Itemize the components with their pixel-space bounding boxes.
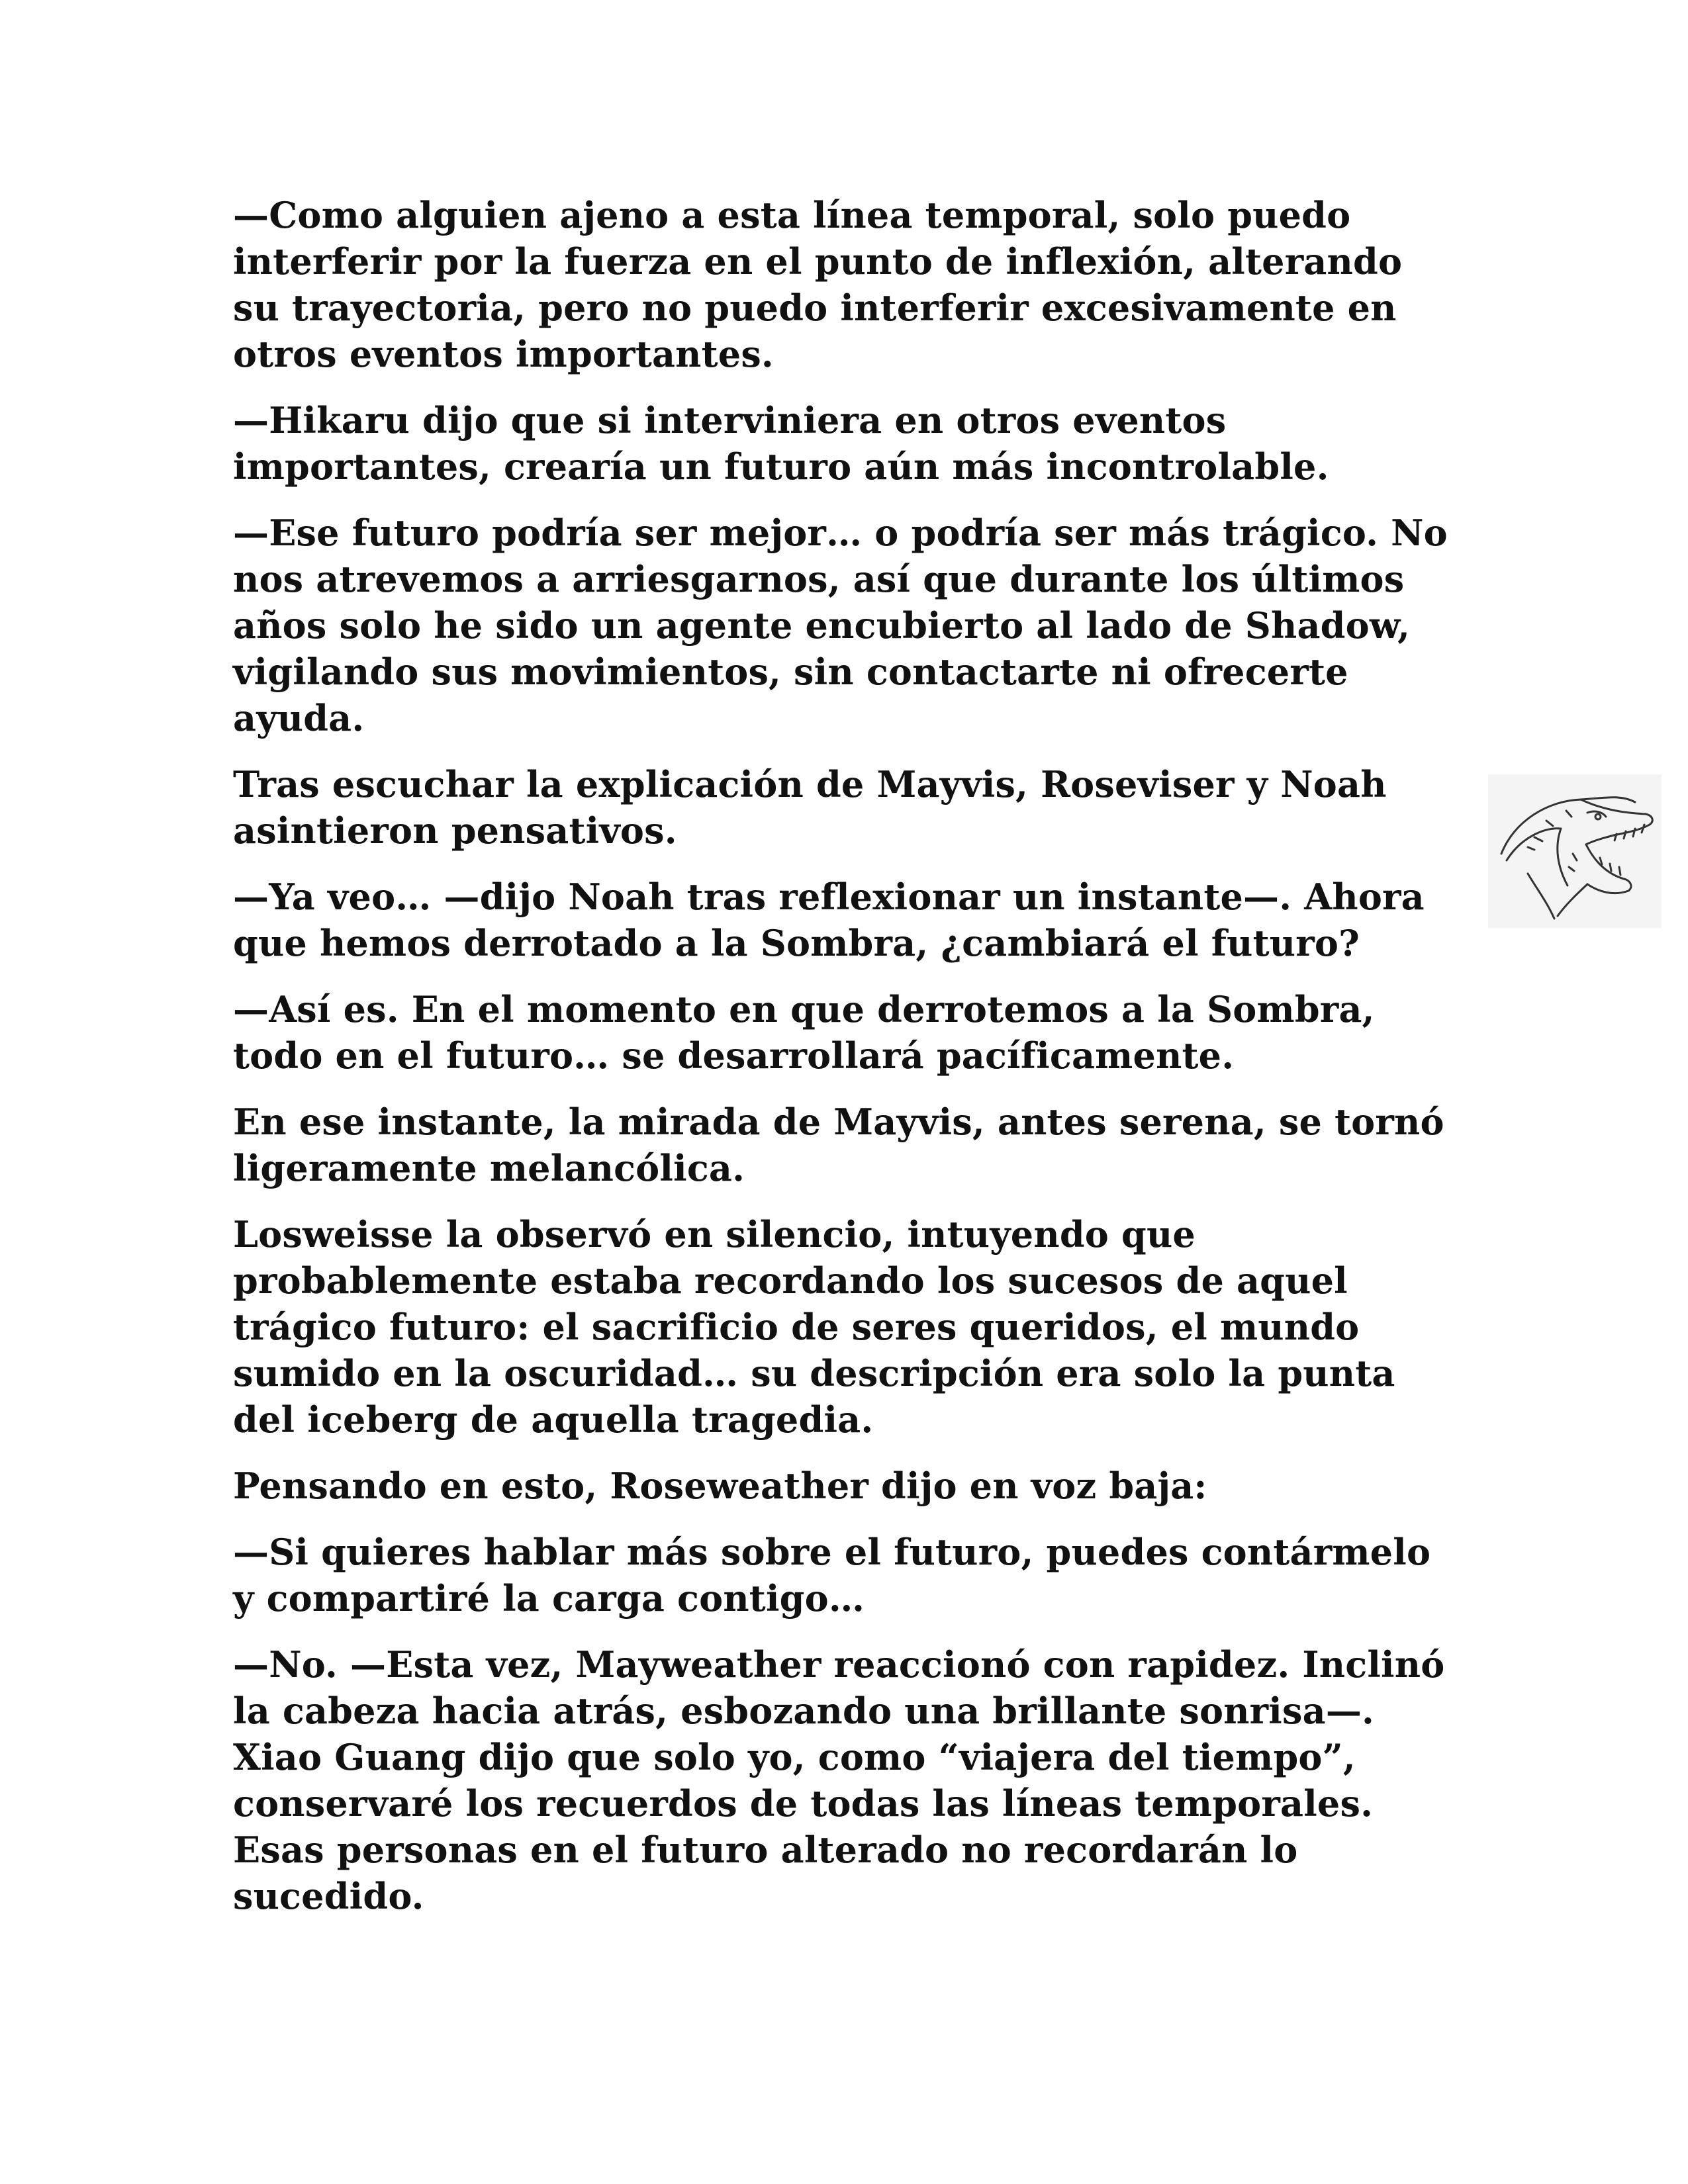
- paragraph-11: —No. —Esta vez, Mayweather reaccionó con rapidez. Inclinó la cabeza hacia atrás, esbozando una brillante sonrisa—. Xiao Guang dijo que solo yo, como “viajera del tiempo”, conservaré los recuerdos de todas las líneas temporales. Esas personas en el futuro alterado no recordarán lo sucedido.: [233, 1643, 1445, 1917]
- paragraph-5: —Ya veo… —dijo Noah tras reflexionar un instante—. Ahora que hemos derrotado a la Sombra, ¿cambiará el futuro?: [233, 876, 1425, 964]
- paragraph-3: —Ese futuro podría ser mejor… o podría ser más trágico. No nos atrevemos a arriesgarnos, así que durante los últimos años solo he sido un agente encubierto al lado de Shadow, vigilando sus movimientos, sin contactarte ni ofrecerte ayuda.: [233, 512, 1448, 739]
- paragraph-4: Tras escuchar la explicación de Mayvis, Roseviser y Noah asintieron pensativos.: [233, 763, 1387, 852]
- paragraph-8: Losweisse la observó en silencio, intuyendo que probablemente estaba recordando los sucesos de aquel trágico futuro: el sacrificio de seres queridos, el mundo sumido en la oscuridad… su descripción era solo la punta del iceberg de aquella tragedia.: [233, 1213, 1395, 1441]
- paragraph-10: —Si quieres hablar más sobre el futuro, puedes contármelo y compartiré la carga contigo…: [233, 1531, 1431, 1619]
- body-text: [233, 192, 1451, 1939]
- paragraph-6: —Así es. En el momento en que derrotemos a la Sombra, todo en el futuro… se desarrollará pacíficamente.: [233, 988, 1375, 1077]
- dinosaur-head-sketch-icon: [1488, 774, 1662, 928]
- paragraph-2: —Hikaru dijo que si interviniera en otros eventos importantes, crearía un futuro aún más incontrolable.: [233, 399, 1329, 488]
- paragraph-9: Pensando en esto, Roseweather dijo en voz baja:: [233, 1465, 1207, 1507]
- paragraph-1: —Como alguien ajeno a esta línea temporal, solo puedo interferir por la fuerza en el punto de inflexión, alterando su trayectoria, pero no puedo interferir excesivamente en otros eventos importantes.: [233, 194, 1403, 375]
- paragraph-7: En ese instante, la mirada de Mayvis, antes serena, se tornó ligeramente melancólica.: [233, 1101, 1444, 1189]
